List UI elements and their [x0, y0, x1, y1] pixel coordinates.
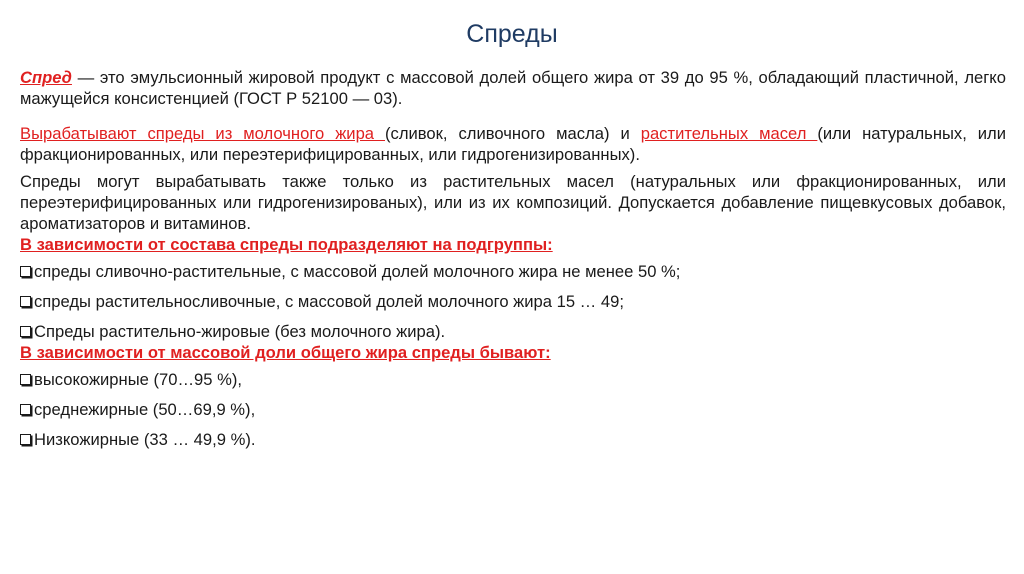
vegetable-oils-phrase: растительных масел	[640, 124, 818, 143]
checkbox-bullet-icon	[20, 404, 31, 415]
composition-heading: В зависимости от состава спреды подразделяют на подгруппы:	[20, 235, 553, 254]
list-item: Низкожирные (33 … 49,9 %).	[20, 429, 1006, 450]
definition-text: — это эмульсионный жировой продукт с массовой долей общего жира от 39 до 95 %, обладающий пластичной, легко мажущейся консистенцией (ГОСТ Р 52100 — 03).	[20, 68, 1006, 108]
fat-list	[20, 369, 1006, 450]
page-title: Спреды	[466, 20, 558, 48]
checkbox-bullet-icon	[20, 266, 31, 277]
list-item: среднежирные (50…69,9 %),	[20, 399, 1006, 420]
definition-paragraph	[20, 67, 1006, 109]
list-item: Спреды растительно-жировые (без молочного жира).	[20, 321, 1006, 342]
checkbox-bullet-icon	[20, 296, 31, 307]
production-text-1: (сливок, сливочного масла) и	[385, 124, 641, 143]
list-item: спреды сливочно-растительные, с массовой долей молочного жира не менее 50 %;	[20, 261, 1006, 282]
term-sprede: Спред	[20, 68, 72, 87]
composition-list	[20, 261, 1006, 342]
checkbox-bullet-icon	[20, 326, 31, 337]
list-item: спреды растительносливочные, с массовой долей молочного жира 15 … 49;	[20, 291, 1006, 312]
checkbox-bullet-icon	[20, 434, 31, 445]
checkbox-bullet-icon	[20, 374, 31, 385]
production-paragraph	[20, 123, 1006, 165]
fat-heading: В зависимости от массовой доли общего жира спреды бывают:	[20, 343, 551, 362]
list-item: высокожирные (70…95 %),	[20, 369, 1006, 390]
slide-content	[20, 67, 1006, 450]
vegetable-paragraph: Спреды могут вырабатывать также только из растительных масел (натуральных или фракционированных, или переэтерифицированных или гидрогенизированых), или из их композиций. Допускается добавление пищевкусовых добавок, ароматизаторов и витаминов.	[20, 172, 1006, 233]
production-text-2: (или натуральных, или фракционированных, или переэтерифицированных, или гидрогенизированных).	[20, 124, 1007, 164]
milk-fat-phrase: Вырабатывают спреды из молочного жира	[20, 124, 385, 143]
